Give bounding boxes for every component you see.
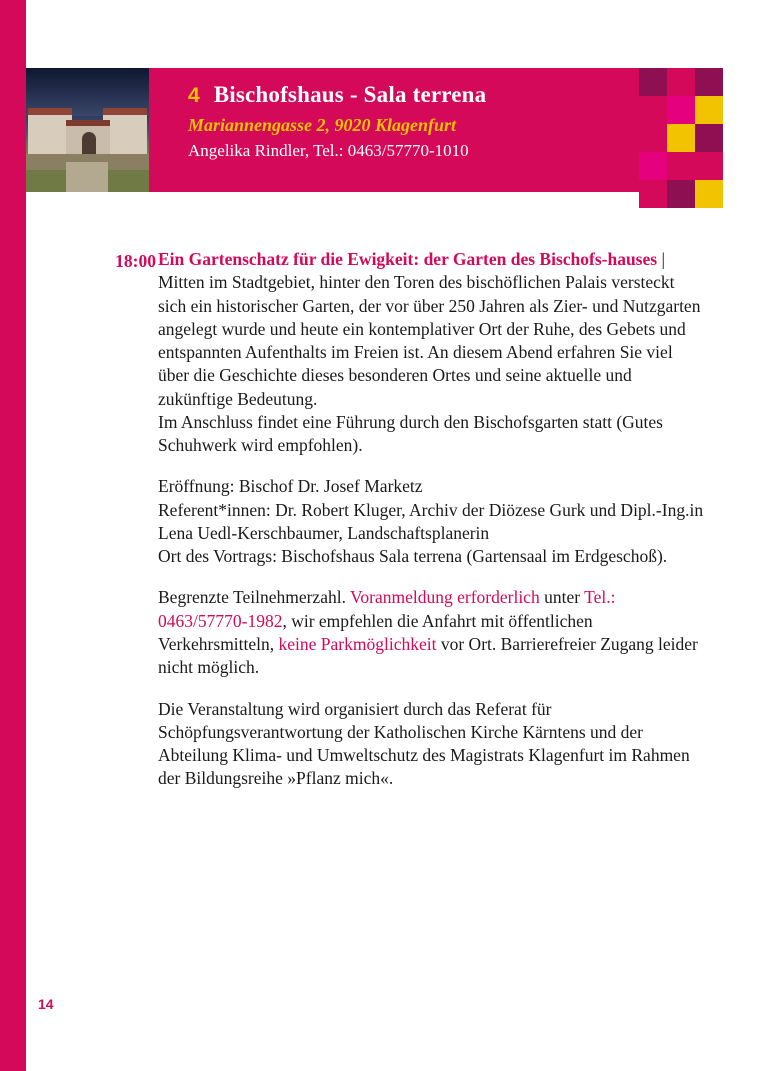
header-band bbox=[149, 68, 723, 192]
page-title: Bischofshaus - Sala terrena bbox=[213, 82, 487, 107]
event-lead-title: Ein Gartenschatz für die Ewigkeit: der Garten des Bischofs-hauses bbox=[158, 249, 658, 269]
header-text-block bbox=[188, 82, 638, 161]
paragraph-intro bbox=[158, 248, 706, 457]
registration-required-highlight: Voranmeldung erforderlich bbox=[350, 587, 540, 608]
photo-archway bbox=[82, 132, 96, 154]
lead-separator: | bbox=[657, 249, 665, 269]
registration-phone-link[interactable]: Tel.: 0463/57770-1982 bbox=[158, 587, 616, 631]
deco-square-11 bbox=[695, 152, 723, 180]
deco-square-0 bbox=[639, 68, 667, 96]
registration-part-1: Begrenzte Teilnehmerzahl. bbox=[158, 587, 351, 608]
deco-square-2 bbox=[695, 68, 723, 96]
speakers-line: Referent*innen: Dr. Robert Kluger, Archiv der Diözese Gurk und Dipl.-Ing.in Lena Uedl-Kerschbaumer, Landschaftsplanerin bbox=[158, 499, 704, 543]
event-content bbox=[94, 248, 714, 791]
deco-square-7 bbox=[667, 124, 695, 152]
decorative-squares bbox=[639, 68, 723, 192]
venue-contact: Angelika Rindler, Tel.: 0463/57770-1010 bbox=[188, 141, 469, 160]
paragraph-organizer: Die Veranstaltung wird organisiert durch das Referat für Schöpfungsverantwortung der Katholischen Kirche Kärntens und der Abteilung Klima- und Umweltschutz des Magistrats Klagenfurt im Rahmen der Bildungsreihe »Pflanz mich«. bbox=[158, 698, 690, 789]
deco-square-14 bbox=[695, 180, 723, 208]
paragraph-1-text: Mitten im Stadtgebiet, hinter den Toren des bischöflichen Palais versteckt sich ein historischer Garten, der vor über 250 Jahren als Zier- und Nutzgarten angelegt wurde und heute ein kontemplativer Ort der Ruhe, des Gebets und entspannten Aufenthalts im Freien ist. An diesem Abend erfahren Sie viel über die Geschichte dieses besonderen Ortes und seine aktuelle und zukünftige Bedeutung. bbox=[158, 272, 701, 409]
deco-square-5 bbox=[695, 96, 723, 124]
venue-photo bbox=[26, 68, 149, 192]
event-time: 18:00 bbox=[115, 251, 156, 271]
photo-path bbox=[66, 162, 108, 192]
deco-square-1 bbox=[667, 68, 695, 96]
deco-square-9 bbox=[639, 152, 667, 180]
registration-part-3: , wir empfehlen die Anfahrt mit öffentlichen Verkehrsmitteln, bbox=[158, 610, 593, 654]
event-header bbox=[26, 68, 723, 192]
deco-square-12 bbox=[639, 180, 667, 208]
no-parking-highlight: keine Parkmöglichkeit bbox=[278, 633, 437, 654]
venue-number: 4 bbox=[188, 84, 200, 107]
deco-square-6 bbox=[639, 124, 667, 152]
title-row bbox=[188, 82, 638, 108]
deco-square-4 bbox=[667, 96, 695, 124]
opening-line: Eröffnung: Bischof Dr. Josef Marketz bbox=[158, 476, 423, 497]
paragraph-speakers bbox=[158, 475, 706, 568]
deco-square-3 bbox=[639, 96, 667, 124]
event-description bbox=[158, 248, 706, 791]
location-line: Ort des Vortrags: Bischofshaus Sala terrena (Gartensaal im Erdgeschoß). bbox=[158, 546, 668, 567]
deco-square-10 bbox=[667, 152, 695, 180]
paragraph-1b-text: Im Anschluss findet eine Führung durch den Bischofsgarten statt (Gutes Schuhwerk wird empfohlen). bbox=[158, 411, 663, 456]
left-color-bar bbox=[0, 0, 26, 1071]
registration-part-2: unter bbox=[539, 587, 585, 608]
deco-square-8 bbox=[695, 124, 723, 152]
deco-square-13 bbox=[667, 180, 695, 208]
page-number: 14 bbox=[38, 996, 54, 1012]
venue-address: Mariannengasse 2, 9020 Klagenfurt bbox=[188, 115, 457, 135]
registration-part-4: vor Ort. Barrierefreier Zugang leider nicht möglich. bbox=[158, 633, 698, 678]
paragraph-registration bbox=[158, 586, 706, 679]
